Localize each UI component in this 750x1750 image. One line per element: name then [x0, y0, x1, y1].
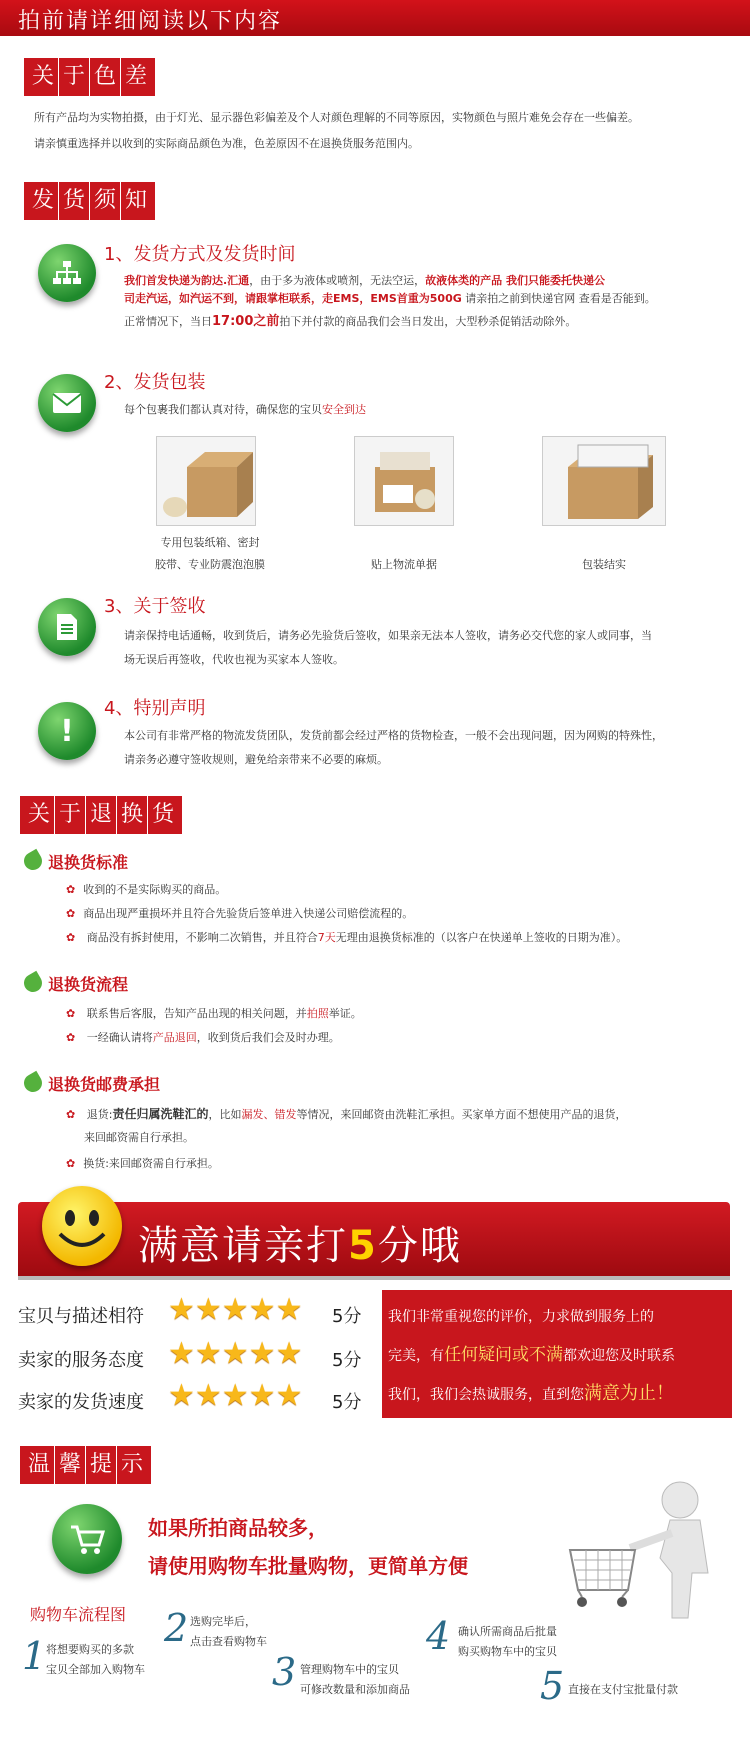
- text: 等情况，来回邮资由洗鞋汇承担。买家单方面不想使用产品的退货，: [296, 1108, 627, 1121]
- text: 我们，我们会热诚服务，直到您: [388, 1387, 584, 1403]
- shipping-heading-1: 1、发货方式及发货时间: [104, 244, 296, 265]
- rating-score-2: 5分: [332, 1350, 362, 1371]
- exclamation-icon: !: [38, 702, 96, 760]
- ship-text-3: 正常情况下，当日: [124, 315, 212, 328]
- ship-text-2: 请亲拍之前到快递官网 查看是否能到。: [461, 292, 656, 305]
- step-number-5: 5: [540, 1664, 565, 1708]
- mail-icon: [38, 374, 96, 432]
- title-char: 货: [152, 802, 175, 827]
- document-icon: [38, 598, 96, 656]
- tips-line-2: 请使用购物车批量购物，更简单方便: [148, 1554, 468, 1578]
- section-title-returns: [20, 796, 182, 834]
- return-process-item-2: [66, 1026, 340, 1050]
- step-line: 购买购物车中的宝贝: [458, 1645, 557, 1658]
- box-line: 我们非常重视您的评价，力求做到服务上的: [388, 1309, 654, 1325]
- rating-banner: [18, 1202, 730, 1276]
- rating-message-box: [382, 1290, 732, 1418]
- step-line: 可修改数量和添加商品: [300, 1683, 410, 1696]
- step-number-2: 2: [164, 1606, 189, 1650]
- rating-score-1: 5分: [332, 1306, 362, 1327]
- return-postage-item-1-cont: 来回邮资需自行承担。: [84, 1131, 194, 1144]
- step-line: 点击查看购物车: [190, 1635, 267, 1648]
- section-title-shipping: [24, 182, 155, 220]
- step-number-3: 3: [272, 1650, 297, 1694]
- step-text-4: [458, 1622, 557, 1662]
- caption-2: 贴上物流单据: [371, 558, 437, 571]
- step-line: 管理购物车中的宝贝: [300, 1663, 399, 1676]
- step-line: 选购完毕后，: [190, 1615, 256, 1628]
- title-char: 关: [28, 58, 59, 96]
- text: 举证。: [328, 1007, 362, 1020]
- text: 完美，有: [388, 1348, 444, 1364]
- pack-safe: 安全到达: [322, 403, 366, 416]
- banner-part: 分哦: [377, 1223, 462, 1269]
- return-process-heading: 退换货流程: [48, 975, 129, 994]
- step-text-3: [300, 1660, 410, 1700]
- caption-3: 包装结实: [582, 558, 626, 571]
- shipping-heading-3: 3、关于签收: [104, 596, 206, 617]
- leaf-icon: [21, 1071, 46, 1096]
- header-title: 拍前请详细阅读以下内容: [18, 9, 283, 34]
- color-text-2: 请亲慎重选择并以收到的实际商品颜色为准，色差原因不在退换货服务范围内。: [34, 137, 419, 150]
- step-line: 宝贝全部加入购物车: [46, 1663, 145, 1676]
- text: ，收到货后我们会及时办理。: [196, 1031, 340, 1044]
- return-standard-item-1: ✿ 收到的不是实际购买的商品。: [66, 878, 226, 902]
- box-line: [388, 1336, 726, 1375]
- sign-text-1: 请亲保持电话通畅，收到货后，请务必先验货后签收，如果亲无法本人签收，请务必交代您的家人或同事，当: [124, 629, 652, 642]
- banner-five: 5: [348, 1223, 378, 1269]
- ship-text: ，由于多为液体或喷剂，无法空运，: [249, 274, 426, 287]
- title-char: 退: [86, 796, 117, 834]
- return-standard-item-3: [66, 926, 627, 950]
- caption-line: 胶带、专业防震泡泡膜: [155, 558, 265, 571]
- until-satisfied: 满意为止！: [584, 1383, 674, 1404]
- cart-icon: [52, 1504, 122, 1574]
- text: 联系售后客服，告知产品出现的相关问题，并: [86, 1007, 307, 1020]
- ship-text-red: 故液体类的产品 我们只能委托快递公: [425, 274, 606, 287]
- text: ，比如: [208, 1108, 242, 1121]
- sitemap-icon: [38, 244, 96, 302]
- text: 退货:: [86, 1108, 113, 1121]
- title-char: 温: [24, 1446, 55, 1484]
- responsibility: 责任归属洗鞋汇的: [112, 1107, 209, 1121]
- star-rating-3: ★★★★★: [168, 1378, 303, 1413]
- title-char: 货: [59, 182, 90, 220]
- title-char: 发: [28, 182, 59, 220]
- person-cart-illustration: [560, 1478, 730, 1628]
- sign-text-2: 场无误后再签收，代收也视为买家本人签收。: [124, 653, 344, 666]
- package-sealed-photo: [542, 436, 666, 526]
- cart-flow-title: 购物车流程图: [30, 1605, 127, 1624]
- step-number-4: 4: [426, 1614, 451, 1658]
- pack-text: 每个包裹我们都认真对待，确保您的宝贝: [124, 403, 322, 416]
- step-text-5: 直接在支付宝批量付款: [568, 1683, 678, 1696]
- photo-proof: 拍照: [306, 1007, 329, 1020]
- box-line: [388, 1375, 726, 1414]
- return-postage-item-2: ✿ 换货:来回邮资需自行承担。: [66, 1152, 219, 1176]
- title-char: 于: [55, 796, 86, 834]
- packaging-text: [124, 398, 366, 422]
- section-title-color: [24, 58, 155, 96]
- return-postage-item-1: [66, 1102, 626, 1127]
- banner-part: 满意请亲打: [138, 1223, 348, 1269]
- title-char: 于: [59, 58, 90, 96]
- ship-text-red-2: 司走汽运，如汽运不到，请跟掌柜联系，走EMS，EMS首重为500G: [124, 292, 462, 305]
- rating-label-2: 卖家的服务态度: [18, 1350, 144, 1371]
- header-bar: [0, 0, 750, 36]
- package-photo-box: [156, 436, 256, 526]
- caption-line: 专用包装纸箱、密封: [160, 536, 260, 549]
- step-text-1: [46, 1640, 145, 1680]
- ship-text-4: 拍下并付款的商品我们会当日发出，大型秒杀促销活动除外。: [279, 315, 577, 328]
- rating-label-1: 宝贝与描述相符: [18, 1306, 144, 1327]
- shipping-heading-4: 4、特别声明: [104, 698, 206, 719]
- title-char: 关: [24, 796, 55, 834]
- title-char: 提: [86, 1446, 117, 1484]
- step-line: 将想要购买的多款: [46, 1643, 134, 1656]
- any-issue: 任何疑问或不满: [444, 1345, 563, 1365]
- text: 无理由退换货标准的（以客户在快递单上签收的日期为准）。: [335, 931, 628, 944]
- color-text-1: 所有产品均为实物拍摄，由于灯光、显示器色彩偏差及个人对颜色理解的不同等原因，实物颜色与照片难免会存在一些偏差。: [34, 111, 639, 124]
- title-char: 差: [125, 64, 148, 89]
- title-char: 色: [90, 58, 121, 96]
- return-standard-item-2: ✿ 商品出现严重损坏并且符合先验货后签单进入快递公司赔偿流程的。: [66, 902, 413, 926]
- return-product: 产品退回: [152, 1031, 197, 1044]
- step-text-2: [190, 1612, 267, 1652]
- ship-deadline: 17:00之前: [212, 314, 280, 329]
- package-label-photo: [354, 436, 454, 526]
- return-standard-heading: 退换货标准: [48, 853, 129, 872]
- step-number-1: 1: [22, 1634, 47, 1678]
- step-line: 确认所需商品后批量: [458, 1625, 557, 1638]
- star-rating-2: ★★★★★: [168, 1336, 303, 1371]
- note-text-2: 请亲务必遵守签收规则，避免给亲带来不必要的麻烦。: [124, 753, 388, 766]
- text: 商品没有拆封使用，不影响二次销售，并且符合: [86, 931, 318, 944]
- banner-divider: [18, 1276, 730, 1280]
- rating-banner-text: [138, 1214, 462, 1271]
- shipping-text-1: [124, 272, 724, 308]
- return-process-item-1: [66, 1002, 362, 1026]
- ship-carrier: 我们首发快递为韵达.汇通: [124, 274, 250, 287]
- rating-score-3: 5分: [332, 1392, 362, 1413]
- title-char: 知: [125, 188, 148, 213]
- shipping-heading-2: 2、发货包装: [104, 372, 206, 393]
- return-postage-heading: 退换货邮费承担: [48, 1075, 161, 1094]
- title-char: 示: [121, 1452, 144, 1477]
- leaf-icon: [21, 849, 46, 874]
- leaf-icon: [21, 971, 46, 996]
- shipping-text-2: [124, 310, 576, 334]
- text: 一经确认请将: [86, 1031, 153, 1044]
- note-text-1: 本公司有非常严格的物流发货团队，发货前都会经过严格的货物检查，一般不会出现问题，因为网购的特殊性，: [124, 729, 663, 742]
- smiley-icon: [42, 1186, 122, 1266]
- seven-days: 7天: [317, 931, 336, 944]
- title-char: 换: [117, 796, 148, 834]
- star-rating-1: ★★★★★: [168, 1292, 303, 1327]
- caption-1: [140, 532, 280, 576]
- text: 都欢迎您及时联系: [563, 1348, 675, 1364]
- tips-line-1: 如果所拍商品较多，: [148, 1516, 328, 1540]
- section-title-tips: [20, 1446, 151, 1484]
- missing-wrong: 漏发、错发: [241, 1108, 297, 1121]
- title-char: 馨: [55, 1446, 86, 1484]
- title-char: 须: [90, 182, 121, 220]
- rating-label-3: 卖家的发货速度: [18, 1392, 144, 1413]
